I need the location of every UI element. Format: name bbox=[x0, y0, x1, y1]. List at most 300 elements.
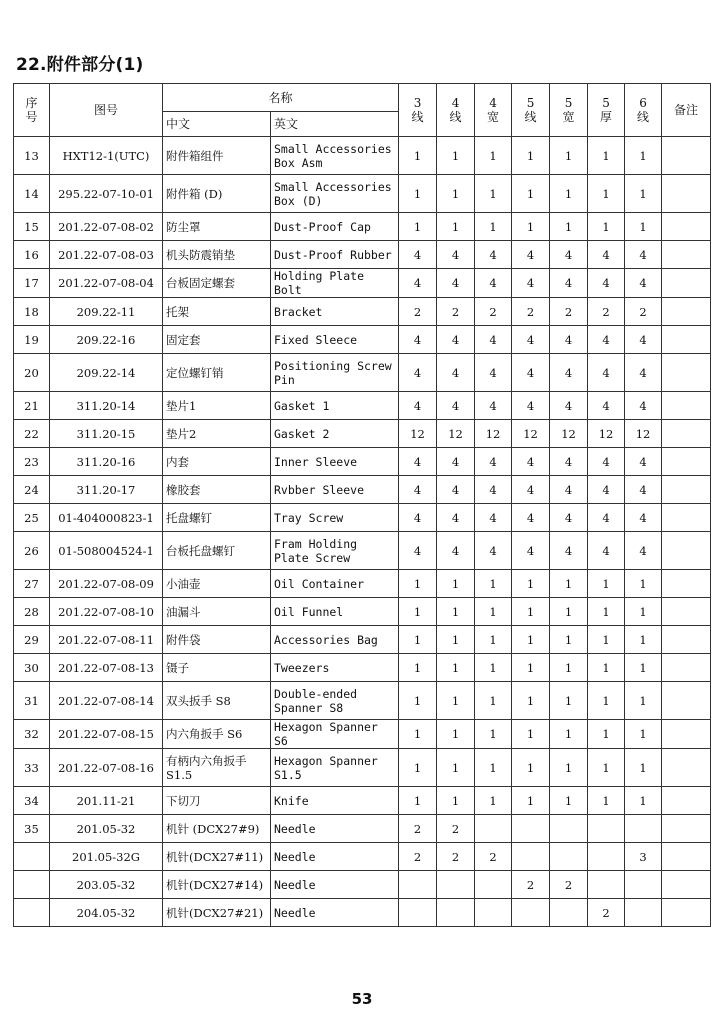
row-qty-6: 1 bbox=[588, 626, 625, 654]
row-name-en: Dust-Proof Rubber bbox=[271, 241, 399, 269]
row-name-cn: 机头防震销垫 bbox=[163, 241, 271, 269]
row-part-no: 209.22-16 bbox=[50, 326, 163, 354]
row-qty-6: 12 bbox=[588, 420, 625, 448]
row-qty-2: 4 bbox=[437, 269, 475, 298]
row-qty-2: 1 bbox=[437, 682, 475, 720]
row-seq bbox=[14, 843, 50, 871]
row-qty-3: 4 bbox=[475, 476, 512, 504]
row-qty-4: 4 bbox=[512, 504, 550, 532]
row-qty-3: 4 bbox=[475, 448, 512, 476]
row-name-cn: 内套 bbox=[163, 448, 271, 476]
row-qty-5: 2 bbox=[550, 871, 588, 899]
row-seq: 30 bbox=[14, 654, 50, 682]
row-part-no: 01-508004524-1 bbox=[50, 532, 163, 570]
row-name-cn: 垫片1 bbox=[163, 392, 271, 420]
row-part-no: 201.22-07-08-02 bbox=[50, 213, 163, 241]
row-qty-2: 1 bbox=[437, 626, 475, 654]
row-qty-2: 1 bbox=[437, 598, 475, 626]
row-remark bbox=[662, 843, 711, 871]
header-col-5: 5 宽 bbox=[550, 84, 588, 137]
row-qty-1: 1 bbox=[399, 175, 437, 213]
row-name-en: Tweezers bbox=[271, 654, 399, 682]
row-name-en: Tray Screw bbox=[271, 504, 399, 532]
row-qty-2: 4 bbox=[437, 241, 475, 269]
row-qty-7: 4 bbox=[625, 504, 662, 532]
row-qty-4: 1 bbox=[512, 598, 550, 626]
row-qty-5: 1 bbox=[550, 654, 588, 682]
row-part-no: 311.20-15 bbox=[50, 420, 163, 448]
row-qty-5: 1 bbox=[550, 626, 588, 654]
row-seq: 35 bbox=[14, 815, 50, 843]
row-qty-6: 1 bbox=[588, 654, 625, 682]
header-en: 英文 bbox=[271, 112, 399, 137]
row-remark bbox=[662, 137, 711, 175]
row-qty-6: 4 bbox=[588, 354, 625, 392]
table-row bbox=[14, 626, 711, 654]
row-name-en: Fram Holding Plate Screw bbox=[271, 532, 399, 570]
row-qty-6: 4 bbox=[588, 241, 625, 269]
row-name-en: Oil Funnel bbox=[271, 598, 399, 626]
row-seq bbox=[14, 871, 50, 899]
row-remark bbox=[662, 654, 711, 682]
row-name-en: Inner Sleeve bbox=[271, 448, 399, 476]
row-name-cn: 定位螺钉销 bbox=[163, 354, 271, 392]
row-qty-4: 4 bbox=[512, 269, 550, 298]
header-col-3: 4 宽 bbox=[475, 84, 512, 137]
row-qty-4 bbox=[512, 815, 550, 843]
row-qty-6: 4 bbox=[588, 504, 625, 532]
row-qty-3: 2 bbox=[475, 298, 512, 326]
header-cn: 中文 bbox=[163, 112, 271, 137]
row-qty-5: 12 bbox=[550, 420, 588, 448]
row-qty-2: 4 bbox=[437, 476, 475, 504]
row-qty-5: 1 bbox=[550, 570, 588, 598]
row-qty-2: 4 bbox=[437, 392, 475, 420]
row-qty-3: 1 bbox=[475, 787, 512, 815]
table-row bbox=[14, 720, 711, 749]
row-remark bbox=[662, 570, 711, 598]
table-row bbox=[14, 298, 711, 326]
row-qty-6: 1 bbox=[588, 137, 625, 175]
row-qty-3: 1 bbox=[475, 626, 512, 654]
row-seq: 27 bbox=[14, 570, 50, 598]
row-qty-2: 4 bbox=[437, 354, 475, 392]
row-qty-7: 4 bbox=[625, 448, 662, 476]
row-qty-6: 4 bbox=[588, 392, 625, 420]
header-name: 名称 bbox=[163, 84, 399, 112]
table-row bbox=[14, 787, 711, 815]
row-qty-1: 2 bbox=[399, 843, 437, 871]
row-qty-2: 4 bbox=[437, 532, 475, 570]
row-qty-3: 1 bbox=[475, 137, 512, 175]
row-remark bbox=[662, 749, 711, 787]
row-qty-4: 1 bbox=[512, 749, 550, 787]
row-part-no: 201.05-32G bbox=[50, 843, 163, 871]
row-qty-5: 1 bbox=[550, 175, 588, 213]
row-qty-5: 1 bbox=[550, 749, 588, 787]
row-seq: 33 bbox=[14, 749, 50, 787]
row-name-cn: 油漏斗 bbox=[163, 598, 271, 626]
row-seq: 32 bbox=[14, 720, 50, 749]
row-qty-3: 1 bbox=[475, 682, 512, 720]
row-qty-4: 1 bbox=[512, 213, 550, 241]
table-row bbox=[14, 843, 711, 871]
row-qty-6: 4 bbox=[588, 448, 625, 476]
row-qty-5 bbox=[550, 899, 588, 927]
row-part-no: 311.20-16 bbox=[50, 448, 163, 476]
table-row bbox=[14, 326, 711, 354]
row-qty-5: 1 bbox=[550, 213, 588, 241]
row-remark bbox=[662, 269, 711, 298]
row-name-cn: 有柄内六角扳手 S1.5 bbox=[163, 749, 271, 787]
row-qty-2: 1 bbox=[437, 175, 475, 213]
row-part-no: HXT12-1(UTC) bbox=[50, 137, 163, 175]
row-qty-6: 1 bbox=[588, 720, 625, 749]
header-seq: 序 号 bbox=[14, 84, 50, 137]
row-qty-1: 4 bbox=[399, 476, 437, 504]
row-part-no: 201.22-07-08-04 bbox=[50, 269, 163, 298]
row-part-no: 201.22-07-08-11 bbox=[50, 626, 163, 654]
row-remark bbox=[662, 354, 711, 392]
row-seq: 24 bbox=[14, 476, 50, 504]
row-name-cn: 台板固定螺套 bbox=[163, 269, 271, 298]
row-qty-2: 1 bbox=[437, 749, 475, 787]
row-qty-3: 1 bbox=[475, 570, 512, 598]
row-name-en: Accessories Bag bbox=[271, 626, 399, 654]
row-qty-5: 4 bbox=[550, 241, 588, 269]
row-name-en: Needle bbox=[271, 843, 399, 871]
row-qty-3: 1 bbox=[475, 175, 512, 213]
row-qty-4: 1 bbox=[512, 720, 550, 749]
row-name-en: Fixed Sleece bbox=[271, 326, 399, 354]
row-qty-3: 1 bbox=[475, 654, 512, 682]
row-qty-1: 1 bbox=[399, 720, 437, 749]
row-remark bbox=[662, 626, 711, 654]
row-qty-7: 1 bbox=[625, 682, 662, 720]
table-row bbox=[14, 420, 711, 448]
row-qty-1: 1 bbox=[399, 213, 437, 241]
row-qty-3: 12 bbox=[475, 420, 512, 448]
row-part-no: 201.22-07-08-16 bbox=[50, 749, 163, 787]
row-remark bbox=[662, 448, 711, 476]
row-seq: 29 bbox=[14, 626, 50, 654]
row-qty-2: 1 bbox=[437, 213, 475, 241]
row-seq: 28 bbox=[14, 598, 50, 626]
row-qty-7: 4 bbox=[625, 354, 662, 392]
row-remark bbox=[662, 720, 711, 749]
row-qty-4 bbox=[512, 843, 550, 871]
row-part-no: 201.11-21 bbox=[50, 787, 163, 815]
row-seq: 21 bbox=[14, 392, 50, 420]
row-qty-7: 1 bbox=[625, 654, 662, 682]
row-qty-7: 4 bbox=[625, 476, 662, 504]
row-qty-3 bbox=[475, 871, 512, 899]
row-part-no: 209.22-14 bbox=[50, 354, 163, 392]
row-qty-4: 4 bbox=[512, 476, 550, 504]
row-remark bbox=[662, 504, 711, 532]
row-qty-3: 4 bbox=[475, 532, 512, 570]
row-name-cn: 附件箱 (D) bbox=[163, 175, 271, 213]
accessories-table bbox=[13, 83, 711, 927]
row-qty-3: 4 bbox=[475, 504, 512, 532]
row-qty-7: 1 bbox=[625, 626, 662, 654]
row-qty-6: 2 bbox=[588, 298, 625, 326]
row-qty-1: 1 bbox=[399, 598, 437, 626]
row-part-no: 203.05-32 bbox=[50, 871, 163, 899]
row-qty-5: 1 bbox=[550, 787, 588, 815]
row-name-en: Needle bbox=[271, 871, 399, 899]
row-name-cn: 防尘罩 bbox=[163, 213, 271, 241]
row-qty-4: 2 bbox=[512, 871, 550, 899]
row-qty-1: 1 bbox=[399, 626, 437, 654]
row-part-no: 295.22-07-10-01 bbox=[50, 175, 163, 213]
row-name-cn: 附件箱组件 bbox=[163, 137, 271, 175]
row-qty-5: 1 bbox=[550, 137, 588, 175]
row-name-cn: 固定套 bbox=[163, 326, 271, 354]
row-name-cn: 机针(DCX27#11) bbox=[163, 843, 271, 871]
table-row bbox=[14, 269, 711, 298]
table-row bbox=[14, 504, 711, 532]
row-qty-7: 1 bbox=[625, 137, 662, 175]
row-qty-5: 1 bbox=[550, 720, 588, 749]
row-qty-3: 2 bbox=[475, 843, 512, 871]
row-seq: 14 bbox=[14, 175, 50, 213]
row-qty-3: 4 bbox=[475, 354, 512, 392]
row-part-no: 201.05-32 bbox=[50, 815, 163, 843]
row-qty-1: 1 bbox=[399, 654, 437, 682]
table-row bbox=[14, 682, 711, 720]
row-remark bbox=[662, 532, 711, 570]
row-name-en: Small Accessories Box Asm bbox=[271, 137, 399, 175]
row-seq: 26 bbox=[14, 532, 50, 570]
row-qty-5: 4 bbox=[550, 532, 588, 570]
row-qty-7: 1 bbox=[625, 570, 662, 598]
table-row bbox=[14, 175, 711, 213]
row-name-cn: 台板托盘螺钉 bbox=[163, 532, 271, 570]
row-qty-7: 4 bbox=[625, 241, 662, 269]
row-qty-2: 4 bbox=[437, 448, 475, 476]
row-name-cn: 垫片2 bbox=[163, 420, 271, 448]
row-qty-5: 1 bbox=[550, 682, 588, 720]
row-seq: 34 bbox=[14, 787, 50, 815]
row-qty-1 bbox=[399, 899, 437, 927]
row-qty-3: 4 bbox=[475, 241, 512, 269]
row-seq: 22 bbox=[14, 420, 50, 448]
row-qty-6: 1 bbox=[588, 682, 625, 720]
row-seq: 31 bbox=[14, 682, 50, 720]
row-qty-1: 4 bbox=[399, 504, 437, 532]
row-seq: 23 bbox=[14, 448, 50, 476]
row-name-cn: 小油壶 bbox=[163, 570, 271, 598]
row-qty-5: 4 bbox=[550, 448, 588, 476]
table-row bbox=[14, 570, 711, 598]
table-row bbox=[14, 899, 711, 927]
row-remark bbox=[662, 420, 711, 448]
row-name-cn: 内六角扳手 S6 bbox=[163, 720, 271, 749]
row-qty-4: 2 bbox=[512, 298, 550, 326]
row-qty-2: 2 bbox=[437, 815, 475, 843]
row-qty-4: 4 bbox=[512, 326, 550, 354]
row-qty-4: 1 bbox=[512, 787, 550, 815]
row-qty-7 bbox=[625, 871, 662, 899]
row-remark bbox=[662, 871, 711, 899]
row-seq: 19 bbox=[14, 326, 50, 354]
row-qty-7: 1 bbox=[625, 175, 662, 213]
row-remark bbox=[662, 213, 711, 241]
row-part-no: 201.22-07-08-10 bbox=[50, 598, 163, 626]
row-qty-1: 2 bbox=[399, 298, 437, 326]
row-qty-6: 1 bbox=[588, 570, 625, 598]
row-name-cn: 托架 bbox=[163, 298, 271, 326]
row-qty-1: 1 bbox=[399, 749, 437, 787]
row-qty-1: 4 bbox=[399, 448, 437, 476]
row-remark bbox=[662, 682, 711, 720]
row-qty-6: 4 bbox=[588, 532, 625, 570]
row-qty-1: 4 bbox=[399, 392, 437, 420]
row-qty-2 bbox=[437, 871, 475, 899]
row-qty-2: 4 bbox=[437, 326, 475, 354]
table-row bbox=[14, 476, 711, 504]
row-qty-7: 12 bbox=[625, 420, 662, 448]
row-name-cn: 机针 (DCX27#9) bbox=[163, 815, 271, 843]
row-name-en: Knife bbox=[271, 787, 399, 815]
table-row bbox=[14, 241, 711, 269]
row-qty-1: 12 bbox=[399, 420, 437, 448]
row-qty-6: 1 bbox=[588, 213, 625, 241]
row-qty-7 bbox=[625, 815, 662, 843]
row-qty-6 bbox=[588, 871, 625, 899]
row-qty-5: 4 bbox=[550, 504, 588, 532]
table-row bbox=[14, 654, 711, 682]
row-qty-4: 1 bbox=[512, 682, 550, 720]
row-part-no: 201.22-07-08-15 bbox=[50, 720, 163, 749]
row-qty-4: 4 bbox=[512, 354, 550, 392]
page-number: 53 bbox=[351, 990, 373, 1008]
table-row bbox=[14, 598, 711, 626]
row-qty-4: 4 bbox=[512, 241, 550, 269]
row-qty-6: 2 bbox=[588, 899, 625, 927]
row-name-en: Hexagon Spanner S6 bbox=[271, 720, 399, 749]
row-qty-2: 12 bbox=[437, 420, 475, 448]
header-remark: 备注 bbox=[662, 84, 711, 137]
row-qty-2: 4 bbox=[437, 504, 475, 532]
row-name-en: Dust-Proof Cap bbox=[271, 213, 399, 241]
row-name-en: Needle bbox=[271, 899, 399, 927]
row-name-en: Oil Container bbox=[271, 570, 399, 598]
row-remark bbox=[662, 241, 711, 269]
row-qty-7: 4 bbox=[625, 269, 662, 298]
row-qty-1: 1 bbox=[399, 682, 437, 720]
row-qty-1: 1 bbox=[399, 137, 437, 175]
row-name-cn: 橡胶套 bbox=[163, 476, 271, 504]
row-name-en: Bracket bbox=[271, 298, 399, 326]
row-qty-2 bbox=[437, 899, 475, 927]
row-name-en: Rvbber Sleeve bbox=[271, 476, 399, 504]
row-name-en: Gasket 2 bbox=[271, 420, 399, 448]
row-qty-7 bbox=[625, 899, 662, 927]
row-qty-1: 2 bbox=[399, 815, 437, 843]
table-row bbox=[14, 354, 711, 392]
table-row bbox=[14, 815, 711, 843]
row-qty-3: 4 bbox=[475, 269, 512, 298]
row-name-cn: 下切刀 bbox=[163, 787, 271, 815]
row-name-en: Holding Plate Bolt bbox=[271, 269, 399, 298]
row-qty-7: 1 bbox=[625, 213, 662, 241]
row-part-no: 201.22-07-08-09 bbox=[50, 570, 163, 598]
table-row bbox=[14, 749, 711, 787]
row-qty-2: 2 bbox=[437, 843, 475, 871]
row-qty-5: 2 bbox=[550, 298, 588, 326]
row-qty-6: 1 bbox=[588, 787, 625, 815]
row-qty-4: 1 bbox=[512, 137, 550, 175]
row-part-no: 201.22-07-08-13 bbox=[50, 654, 163, 682]
row-remark bbox=[662, 815, 711, 843]
row-qty-2: 1 bbox=[437, 787, 475, 815]
header-col-4: 5 线 bbox=[512, 84, 550, 137]
row-name-en: Hexagon Spanner S1.5 bbox=[271, 749, 399, 787]
row-qty-7: 3 bbox=[625, 843, 662, 871]
row-qty-3: 1 bbox=[475, 720, 512, 749]
row-name-en: Double-ended Spanner S8 bbox=[271, 682, 399, 720]
row-remark bbox=[662, 899, 711, 927]
row-qty-5: 4 bbox=[550, 326, 588, 354]
header-col-2: 4 线 bbox=[437, 84, 475, 137]
row-seq: 20 bbox=[14, 354, 50, 392]
row-part-no: 311.20-17 bbox=[50, 476, 163, 504]
row-qty-5: 4 bbox=[550, 354, 588, 392]
row-qty-7: 4 bbox=[625, 532, 662, 570]
header-col-7: 6 线 bbox=[625, 84, 662, 137]
row-qty-1: 4 bbox=[399, 326, 437, 354]
row-name-en: Needle bbox=[271, 815, 399, 843]
row-qty-5: 4 bbox=[550, 269, 588, 298]
row-qty-5: 4 bbox=[550, 476, 588, 504]
row-qty-4: 1 bbox=[512, 654, 550, 682]
row-qty-1 bbox=[399, 871, 437, 899]
row-part-no: 209.22-11 bbox=[50, 298, 163, 326]
row-qty-2: 1 bbox=[437, 720, 475, 749]
row-qty-2: 1 bbox=[437, 570, 475, 598]
row-qty-6 bbox=[588, 815, 625, 843]
row-name-en: Gasket 1 bbox=[271, 392, 399, 420]
row-name-cn: 镊子 bbox=[163, 654, 271, 682]
row-qty-4: 4 bbox=[512, 392, 550, 420]
row-name-cn: 附件袋 bbox=[163, 626, 271, 654]
row-part-no: 204.05-32 bbox=[50, 899, 163, 927]
row-qty-6: 4 bbox=[588, 326, 625, 354]
header-col-1: 3 线 bbox=[399, 84, 437, 137]
row-qty-1: 4 bbox=[399, 532, 437, 570]
row-remark bbox=[662, 476, 711, 504]
row-remark bbox=[662, 298, 711, 326]
row-qty-4: 1 bbox=[512, 626, 550, 654]
row-qty-1: 4 bbox=[399, 241, 437, 269]
row-qty-5 bbox=[550, 815, 588, 843]
row-name-cn: 双头扳手 S8 bbox=[163, 682, 271, 720]
row-name-en: Small Accessories Box (D) bbox=[271, 175, 399, 213]
row-qty-3: 1 bbox=[475, 749, 512, 787]
row-remark bbox=[662, 598, 711, 626]
row-qty-6 bbox=[588, 843, 625, 871]
row-qty-3: 1 bbox=[475, 598, 512, 626]
row-seq: 13 bbox=[14, 137, 50, 175]
row-seq: 17 bbox=[14, 269, 50, 298]
row-part-no: 201.22-07-08-03 bbox=[50, 241, 163, 269]
row-seq: 25 bbox=[14, 504, 50, 532]
row-qty-1: 4 bbox=[399, 269, 437, 298]
table-row bbox=[14, 137, 711, 175]
row-part-no: 01-404000823-1 bbox=[50, 504, 163, 532]
